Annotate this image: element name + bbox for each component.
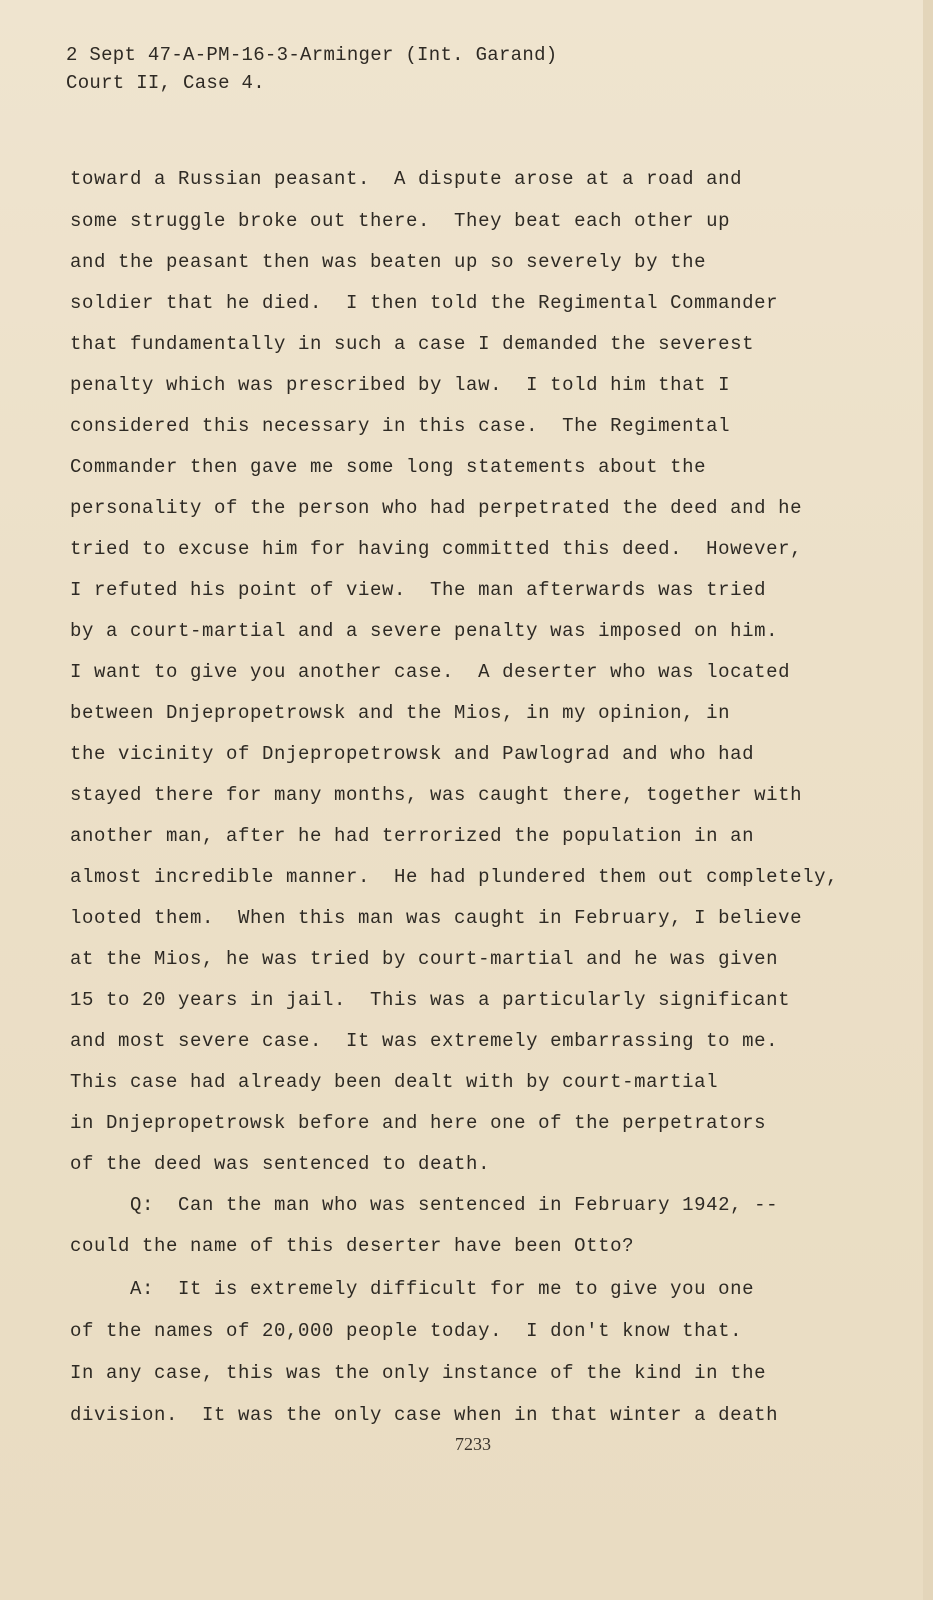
body-line: almost incredible manner. He had plundered them out completely, [70,866,839,888]
body-line: In any case, this was the only instance of the kind in the [70,1362,767,1384]
body-line: tried to excuse him for having committed this deed. However, [70,538,803,560]
body-line: soldier that he died. I then told the Regimental Commander [70,292,779,314]
body-line: some struggle broke out there. They beat each other up [70,210,731,232]
page-number: 7233 [455,1434,491,1454]
header-line-1: 2 Sept 47-A-PM-16-3-Arminger (Int. Garand) [66,44,558,66]
body-line: between Dnjepropetrowsk and the Mios, in my opinion, in [70,702,731,724]
body-line: of the deed was sentenced to death. [70,1153,491,1175]
body-line: that fundamentally in such a case I demanded the severest [70,333,755,355]
body-line: another man, after he had terrorized the population in an [70,825,755,847]
body-line: looted them. When this man was caught in February, I believe [70,907,803,929]
body-line: I want to give you another case. A deserter who was located [70,661,791,683]
body-line: toward a Russian peasant. A dispute arose at a road and [70,168,743,190]
body-line: could the name of this deserter have been Otto? [70,1235,635,1257]
body-line: A: It is extremely difficult for me to give you one [70,1278,755,1300]
body-line: and most severe case. It was extremely embarrassing to me. [70,1030,779,1052]
body-line: This case had already been dealt with by court-martial [70,1071,719,1093]
body-line: the vicinity of Dnjepropetrowsk and Pawlograd and who had [70,743,755,765]
body-line: penalty which was prescribed by law. I told him that I [70,374,731,396]
header-line-2: Court II, Case 4. [66,72,265,94]
body-line: of the names of 20,000 people today. I don't know that. [70,1320,743,1342]
body-line: I refuted his point of view. The man afterwards was tried [70,579,767,601]
body-line: by a court-martial and a severe penalty was imposed on him. [70,620,779,642]
body-line: in Dnjepropetrowsk before and here one of the perpetrators [70,1112,767,1134]
body-line: personality of the person who had perpetrated the deed and he [70,497,803,519]
body-line: stayed there for many months, was caught there, together with [70,784,803,806]
body-line: Commander then gave me some long statements about the [70,456,707,478]
body-line: division. It was the only case when in that winter a death [70,1404,779,1426]
body-line: at the Mios, he was tried by court-martial and he was given [70,948,779,970]
body-line: Q: Can the man who was sentenced in February 1942, -- [70,1194,779,1216]
body-line: and the peasant then was beaten up so severely by the [70,251,707,273]
body-line: 15 to 20 years in jail. This was a particularly significant [70,989,791,1011]
body-line: considered this necessary in this case. The Regimental [70,415,731,437]
